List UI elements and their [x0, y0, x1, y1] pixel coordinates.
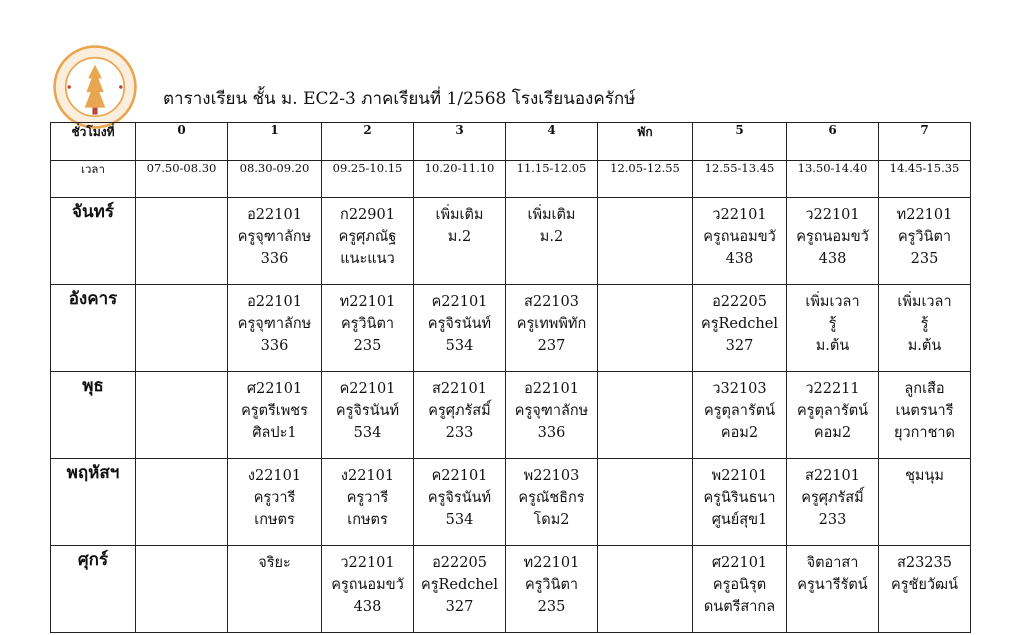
time-slot: 12.55-13.45 — [693, 161, 787, 198]
class-cell — [598, 198, 693, 285]
class-cell-line: ม.2 — [447, 229, 472, 245]
class-cell — [506, 459, 598, 546]
class-cell — [414, 198, 506, 285]
class-cell-line: ครูจุฑาลักษ — [237, 316, 312, 332]
time-label: เวลา — [51, 161, 136, 198]
class-cell-line: รู้ — [828, 316, 837, 332]
class-cell-line: ครูจุฑาลักษ — [514, 403, 589, 419]
class-cell-line: ครูศุภณัฐ — [338, 229, 397, 245]
class-cell-line: ม.ต้น — [815, 338, 850, 354]
class-cell — [414, 459, 506, 546]
class-cell-line: จิตอาสา — [806, 555, 859, 571]
time-slot: 10.20-11.10 — [414, 161, 506, 198]
class-cell-line: ครูวินิตา — [897, 229, 952, 245]
class-cell — [228, 198, 322, 285]
class-cell-line: เนตรนารี — [895, 403, 954, 419]
class-cell-line: 235 — [910, 251, 939, 267]
class-cell-line: ว22101 — [712, 207, 767, 223]
class-cell-line: ครูนิรินธนา — [703, 490, 776, 506]
school-emblem-icon — [52, 44, 138, 130]
class-cell-line: อ22205 — [712, 294, 767, 310]
class-cell-line: ง22101 — [247, 468, 302, 484]
class-cell — [136, 372, 228, 459]
class-cell — [787, 198, 879, 285]
class-cell-line: 438 — [725, 251, 754, 267]
day-row — [51, 198, 971, 285]
class-cell — [787, 546, 879, 633]
class-cell — [787, 459, 879, 546]
class-cell-line: ลูกเสือ — [904, 381, 945, 397]
class-cell-line: ค22101 — [431, 294, 488, 310]
class-cell — [693, 546, 787, 633]
class-cell-line: ครูชัยวัฒน์ — [891, 577, 958, 593]
class-cell-line: 534 — [445, 338, 474, 354]
class-cell-line: ครูวินิตา — [524, 577, 579, 593]
class-cell-line: ครูถนอมขวั — [703, 229, 776, 245]
class-cell-line: จริยะ — [258, 555, 291, 571]
class-cell-line: ท22101 — [523, 555, 580, 571]
class-cell — [228, 546, 322, 633]
period-header: 3 — [414, 123, 506, 161]
class-cell-line: 534 — [353, 425, 382, 441]
class-cell-line: ครูนารีรัตน์ — [797, 577, 868, 593]
class-cell — [693, 198, 787, 285]
day-name: ศุกร์ — [51, 546, 136, 633]
class-cell — [414, 546, 506, 633]
class-cell — [322, 459, 414, 546]
class-cell-line: ครูตุลารัตน์ — [703, 403, 776, 419]
class-cell-line: 336 — [260, 251, 289, 267]
time-slot: 09.25-10.15 — [322, 161, 414, 198]
day-name: พฤหัสฯ — [51, 459, 136, 546]
class-cell-line: 233 — [445, 425, 474, 441]
class-cell — [598, 372, 693, 459]
class-cell-line: อ22101 — [247, 207, 302, 223]
class-cell-line: ครูศุภรัสมิ์ — [428, 403, 491, 419]
class-cell-line: ค22101 — [339, 381, 396, 397]
class-cell-line: ครูRedchel — [421, 577, 498, 593]
class-cell — [506, 198, 598, 285]
period-header-row — [51, 123, 971, 161]
class-cell-line: 438 — [353, 599, 382, 615]
class-cell-line: 233 — [818, 512, 847, 528]
class-cell-line: ศ22101 — [246, 381, 303, 397]
class-cell-line: ว32103 — [712, 381, 767, 397]
class-cell — [787, 372, 879, 459]
day-name: พุธ — [51, 372, 136, 459]
class-cell — [322, 198, 414, 285]
class-cell-line: ครูเทพพิทัก — [516, 316, 587, 332]
class-cell-line: ยุวกาชาด — [894, 425, 955, 441]
class-cell-line: ครูจิรนันท์ — [427, 316, 492, 332]
class-cell-line: ครูถนอมขวั — [796, 229, 869, 245]
class-cell-line: 235 — [353, 338, 382, 354]
period-header: 0 — [136, 123, 228, 161]
class-cell — [598, 459, 693, 546]
class-cell-line: เกษตร — [254, 512, 295, 528]
class-cell-line: ค22101 — [431, 468, 488, 484]
class-cell — [322, 546, 414, 633]
class-cell-line: รู้ — [920, 316, 929, 332]
class-cell-line: 438 — [818, 251, 847, 267]
class-cell — [787, 285, 879, 372]
class-cell-line: ม.ต้น — [907, 338, 942, 354]
class-cell-line: คอม2 — [813, 425, 852, 441]
class-cell-line: ครูจิรนันท์ — [335, 403, 400, 419]
class-cell — [598, 285, 693, 372]
period-header: 4 — [506, 123, 598, 161]
day-row — [51, 372, 971, 459]
class-cell-line: ดนตรีสากล — [703, 599, 776, 615]
class-cell — [506, 546, 598, 633]
class-cell-line: ครูตรีเพชร — [241, 403, 308, 419]
class-cell-line: ส23235 — [897, 555, 952, 571]
class-cell — [136, 285, 228, 372]
timetable — [50, 122, 971, 633]
day-row — [51, 285, 971, 372]
class-cell-line: เกษตร — [347, 512, 388, 528]
time-slot: 07.50-08.30 — [136, 161, 228, 198]
class-cell — [693, 459, 787, 546]
class-cell-line: เพิ่มเวลา — [897, 294, 952, 310]
class-cell-line: ว22211 — [805, 381, 860, 397]
class-cell-line: ศ22101 — [711, 555, 768, 571]
class-cell-line: 336 — [537, 425, 566, 441]
class-cell-line: อ22101 — [247, 294, 302, 310]
class-cell-line: อ22205 — [432, 555, 487, 571]
class-cell-line: คอม2 — [720, 425, 759, 441]
class-cell — [879, 285, 971, 372]
class-cell-line: ครูณัชธิกร — [518, 490, 585, 506]
period-header: 1 — [228, 123, 322, 161]
class-cell-line: 327 — [725, 338, 754, 354]
class-cell — [693, 372, 787, 459]
class-cell-line: ง22101 — [340, 468, 395, 484]
class-cell-line: ครูวินิตา — [340, 316, 395, 332]
class-cell — [879, 198, 971, 285]
time-slot: 11.15-12.05 — [506, 161, 598, 198]
class-cell-line: ส22101 — [805, 468, 860, 484]
class-cell — [322, 285, 414, 372]
class-cell — [879, 372, 971, 459]
class-cell-line: โดม2 — [533, 512, 570, 528]
class-cell — [136, 198, 228, 285]
class-cell-line: ท22101 — [896, 207, 953, 223]
time-slot: 12.05-12.55 — [598, 161, 693, 198]
day-name: จันทร์ — [51, 198, 136, 285]
class-cell-line: เพิ่มเติม — [527, 207, 576, 223]
class-cell — [879, 459, 971, 546]
class-cell-line: ม.2 — [539, 229, 564, 245]
class-cell-line: พ22101 — [711, 468, 768, 484]
page-title: ตารางเรียน ชั้น ม. EC2-3 ภาคเรียนที่ 1/2568 โรงเรียนองครักษ์ — [163, 89, 636, 109]
class-cell-line: 336 — [260, 338, 289, 354]
class-cell-line: ท22101 — [339, 294, 396, 310]
class-cell-line: เพิ่มเวลา — [805, 294, 860, 310]
class-cell — [693, 285, 787, 372]
class-cell-line: ส22101 — [432, 381, 487, 397]
day-name: อังคาร — [51, 285, 136, 372]
class-cell-line: ศิลปะ1 — [252, 425, 297, 441]
time-slot: 13.50-14.40 — [787, 161, 879, 198]
class-cell — [414, 372, 506, 459]
class-cell-line: ชุมนุม — [905, 468, 944, 484]
class-cell — [136, 459, 228, 546]
class-cell-line: ครูจุฑาลักษ — [237, 229, 312, 245]
period-header: 7 — [879, 123, 971, 161]
class-cell-line: ครูถนอมขวั — [331, 577, 404, 593]
class-cell-line: ก22901 — [340, 207, 395, 223]
time-slot: 08.30-09.20 — [228, 161, 322, 198]
day-row — [51, 459, 971, 546]
class-cell — [228, 372, 322, 459]
class-cell-line: พ22103 — [523, 468, 580, 484]
class-cell-line: แนะแนว — [340, 251, 395, 267]
class-cell-line: ว22101 — [340, 555, 395, 571]
period-header-break: พัก — [598, 123, 693, 161]
class-cell-line: 327 — [445, 599, 474, 615]
class-cell — [136, 546, 228, 633]
class-cell-line: ส22103 — [524, 294, 579, 310]
class-cell — [228, 459, 322, 546]
period-label: ชั่วโมงที่ — [51, 123, 136, 161]
class-cell-line: ว22101 — [805, 207, 860, 223]
class-cell — [506, 285, 598, 372]
class-cell-line: 237 — [537, 338, 566, 354]
day-row — [51, 546, 971, 633]
period-header: 6 — [787, 123, 879, 161]
class-cell-line: ครูวารี — [253, 490, 296, 506]
class-cell — [598, 546, 693, 633]
class-cell-line: ครูอนิรุต — [712, 577, 767, 593]
period-header: 2 — [322, 123, 414, 161]
class-cell — [879, 546, 971, 633]
class-cell-line: ครูจิรนันท์ — [427, 490, 492, 506]
time-slot: 14.45-15.35 — [879, 161, 971, 198]
class-cell — [228, 285, 322, 372]
class-cell-line: ครูRedchel — [701, 316, 778, 332]
class-cell-line: 534 — [445, 512, 474, 528]
class-cell — [414, 285, 506, 372]
class-cell-line: 235 — [537, 599, 566, 615]
class-cell-line: ครูตุลารัตน์ — [796, 403, 869, 419]
time-row — [51, 161, 971, 198]
class-cell-line: เพิ่มเติม — [435, 207, 484, 223]
class-cell-line: อ22101 — [524, 381, 579, 397]
period-header: 5 — [693, 123, 787, 161]
class-cell — [322, 372, 414, 459]
class-cell-line: ครูวารี — [346, 490, 389, 506]
class-cell-line: ศูนย์สุข1 — [711, 512, 768, 528]
class-cell — [506, 372, 598, 459]
class-cell-line: ครูศุภรัสมิ์ — [801, 490, 864, 506]
